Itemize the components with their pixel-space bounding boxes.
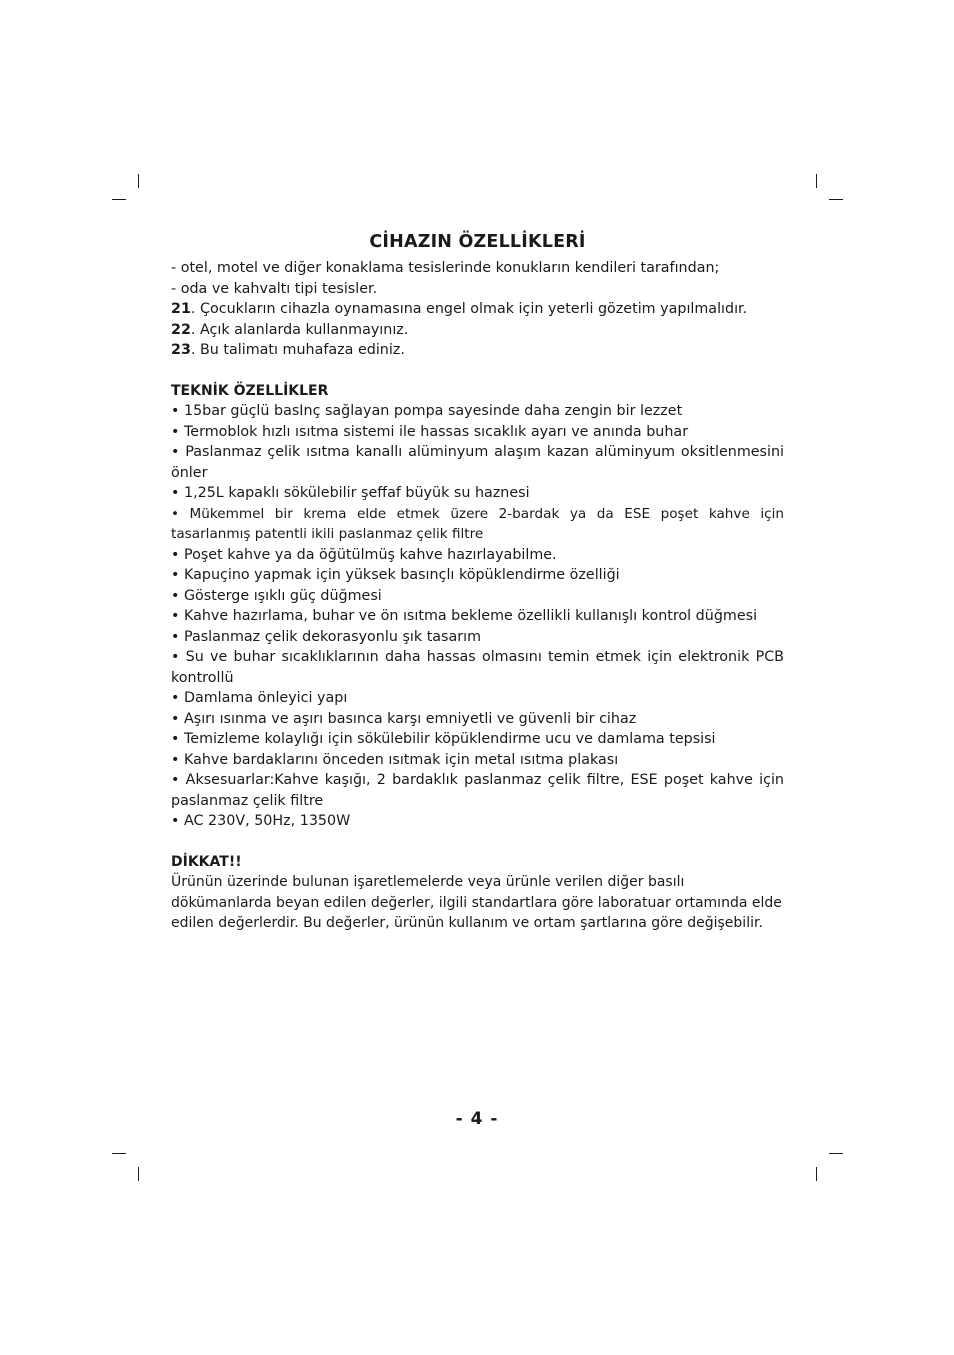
list-item: • Termoblok hızlı ısıtma sistemi ile hassas sıcaklık ayarı ve anında buhar [171,423,689,440]
list-item: • Poşet kahve ya da öğütülmüş kahve hazırlayabilme. [171,546,557,563]
item-number: 22 [171,321,191,338]
crop-mark-top-left-horizontal [112,199,126,200]
list-item: • Damlama önleyici yapı [171,690,348,706]
crop-mark-top-right-vertical [816,174,817,188]
crop-mark-bottom-left-horizontal [112,1153,126,1154]
list-item: • Gösterge ışıklı güç düğmesi [171,587,382,604]
page-number: - 4 - [455,1109,499,1129]
list-item: • Aşırı ısınma ve aşırı basınca karşı emniyetli ve güvenli bir cihaz [171,710,637,727]
page-title: CİHAZIN ÖZELLİKLERİ [369,232,586,252]
crop-mark-bottom-right-horizontal [829,1153,843,1154]
tech-specs-heading: TEKNİK ÖZELLİKLER [171,382,329,399]
list-item: • Aksesuarlar:Kahve kaşığı, 2 bardaklık paslanmaz çelik filtre, ESE poşet kahve için paslanmaz çelik filtre [171,772,784,809]
intro-line: - oda ve kahvaltı tipi tesisler. [171,280,378,297]
list-item: • Paslanmaz çelik dekorasyonlu şık tasarım [171,628,482,645]
list-item: • Su ve buhar sıcaklıklarının daha hassas olmasını temin etmek için elektronik PCB kontrollü [171,649,784,686]
intro-line: - otel, motel ve diğer konaklama tesislerinde konukların kendileri tarafından; [171,260,720,276]
crop-mark-bottom-left-vertical [138,1167,139,1181]
item-text: . Açık alanlarda kullanmayınız. [190,321,409,338]
crop-mark-top-right-horizontal [829,199,843,200]
list-item: • 1,25L kapaklı sökülebilir şeffaf büyük su haznesi [171,485,530,501]
warning-heading: DİKKAT!! [171,853,242,870]
tech-specs-list [171,401,784,832]
item-number: 21 [171,301,191,317]
list-item: • Mükemmel bir krema elde etmek üzere 2-bardak ya da ESE poşet kahve için tasarlanmış patentli ikili paslanmaz çelik filtre [171,505,784,542]
warning-text: Ürünün üzerinde bulunan işaretlemelerde veya ürünle verilen diğer basılı dökümanlarda beyan edilen değerler, ilgili standartlara göre laboratuar ortamında elde edilen değerlerdir. Bu değerler, ürünün kullanım ve ortam şartlarına göre değişebilir. [171,874,782,931]
numbered-item-22 [171,320,784,341]
list-item: • AC 230V, 50Hz, 1350W [171,813,351,829]
item-number: 23 [171,342,191,358]
list-item: • Paslanmaz çelik ısıtma kanallı alüminyum alaşım kazan alüminyum oksitlenmesini önler [171,444,784,481]
item-text: . Çocukların cihazla oynamasına engel olmak için yeterli gözetim yapılmalıdır. [190,301,748,317]
list-item: • Kahve bardaklarını önceden ısıtmak için metal ısıtma plakası [171,751,619,768]
numbered-item-21 [171,299,784,320]
item-text: . Bu talimatı muhafaza ediniz. [190,342,405,358]
list-item: • Kahve hazırlama, buhar ve ön ısıtma bekleme özellikli kullanışlı kontrol düğmesi [171,608,758,624]
list-item: • 15bar güçlü basInç sağlayan pompa sayesinde daha zengin bir lezzet [171,403,683,419]
page-content [171,230,784,934]
crop-mark-bottom-right-vertical [816,1167,817,1181]
crop-mark-top-left-vertical [138,174,139,188]
list-item: • Kapuçino yapmak için yüksek basınçlı köpüklendirme özelliği [171,567,620,583]
list-item: • Temizleme kolaylığı için sökülebilir köpüklendirme ucu ve damlama tepsisi [171,731,716,747]
numbered-item-23 [171,340,784,361]
